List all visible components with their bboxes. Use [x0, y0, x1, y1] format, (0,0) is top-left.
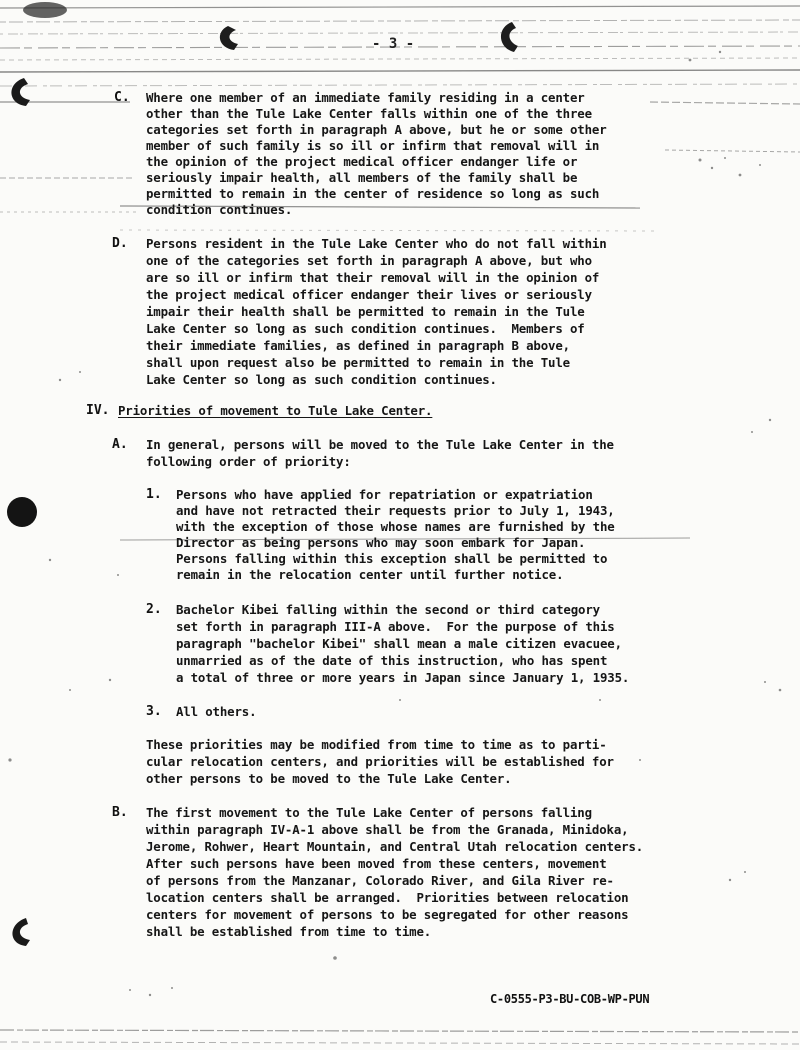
section-iv-b-line: Jerome, Rohwer, Heart Mountain, and Central Utah relocation centers. [146, 839, 644, 854]
priority-item-line: and have not retracted their requests prior to July 1, 1943, [176, 503, 615, 518]
priority-item-line: All others. [176, 704, 257, 719]
section-iv-b-line: centers for movement of persons to be segregated for other reasons [146, 907, 629, 922]
priority-item-line: Persons falling within this exception shall be permitted to [176, 551, 608, 566]
priority-item-label: 2. [146, 602, 162, 617]
priority-item-line: Bachelor Kibei falling within the second or third category [176, 602, 600, 617]
section-d-line: Lake Center so long as such condition continues. Members of [146, 321, 585, 336]
section-c-line: condition continues. [146, 202, 293, 217]
priority-item-line: a total of three or more years in Japan since January 1, 1935. [176, 670, 630, 685]
section-iv-a-label: A. [112, 437, 128, 452]
section-iv-b-line: location centers shall be arranged. Priorities between relocation [146, 890, 629, 905]
section-iv-b-line: shall be established from time to time. [146, 924, 432, 939]
section-iv-b-line: of persons from the Manzanar, Colorado River, and Gila River re- [146, 873, 614, 888]
priority-item-line: paragraph "bachelor Kibei" shall mean a male citizen evacuee, [176, 636, 622, 651]
priority-item-line: with the exception of those whose names are furnished by the [176, 519, 615, 534]
section-c-line: Where one member of an immediate family residing in a center [146, 90, 585, 105]
section-c-line: categories set forth in paragraph A above, but he or some other [146, 122, 607, 137]
section-iv-numeral: IV. [86, 403, 110, 418]
document-reference-code: C-0555-P3-BU-COB-WP-PUN [490, 992, 650, 1006]
section-iv-a-closing-line: other persons to be moved to the Tule Lake Center. [146, 771, 512, 786]
section-iv-b-line: The first movement to the Tule Lake Center of persons falling [146, 805, 592, 820]
section-d-line: the project medical officer endanger their lives or seriously [146, 287, 592, 302]
section-d-label: D. [112, 236, 128, 251]
priority-item-line: unmarried as of the date of this instruction, who has spent [176, 653, 608, 668]
section-d-line: Persons resident in the Tule Lake Center who do not fall within [146, 236, 607, 251]
section-iv-a-line: In general, persons will be moved to the Tule Lake Center in the [146, 437, 614, 452]
section-d-line: are so ill or infirm that their removal will in the opinion of [146, 270, 600, 285]
section-c-line: permitted to remain in the center of residence so long as such [146, 186, 600, 201]
priority-item-line: set forth in paragraph III-A above. For the purpose of this [176, 619, 615, 634]
priority-item-line: remain in the relocation center until further notice. [176, 567, 564, 582]
section-c-line: member of such family is so ill or infirm that removal will in [146, 138, 600, 153]
section-iv-a-line: following order of priority: [146, 454, 351, 469]
priority-item-label: 3. [146, 704, 162, 719]
section-d-line: shall upon request also be permitted to remain in the Tule [146, 355, 570, 370]
page-number: - 3 - [372, 36, 415, 52]
section-iv-b-line: After such persons have been moved from these centers, movement [146, 856, 607, 871]
section-iv-b-line: within paragraph IV-A-1 above shall be from the Granada, Minidoka, [146, 822, 629, 837]
section-d-line: their immediate families, as defined in paragraph B above, [146, 338, 570, 353]
section-iv-b-label: B. [112, 805, 128, 820]
section-d-line: impair their health shall be permitted to remain in the Tule [146, 304, 585, 319]
section-d-line: one of the categories set forth in paragraph A above, but who [146, 253, 592, 268]
section-d-line: Lake Center so long as such condition continues. [146, 372, 497, 387]
priority-item-line: Persons who have applied for repatriation or expatriation [176, 487, 593, 502]
section-iv-a-closing-line: These priorities may be modified from time to time as to parti- [146, 737, 607, 752]
section-c-line: seriously impair health, all members of the family shall be [146, 170, 578, 185]
priority-item-line: Director as being persons who may soon embark for Japan. [176, 535, 586, 550]
section-c-line: the opinion of the project medical officer endanger life or [146, 154, 578, 169]
section-c-label: C. [114, 90, 130, 105]
section-iv-title: Priorities of movement to Tule Lake Center. [118, 403, 433, 418]
priority-item-label: 1. [146, 487, 162, 502]
section-c-line: other than the Tule Lake Center falls within one of the three [146, 106, 592, 121]
section-iv-a-closing-line: cular relocation centers, and priorities will be established for [146, 754, 614, 769]
